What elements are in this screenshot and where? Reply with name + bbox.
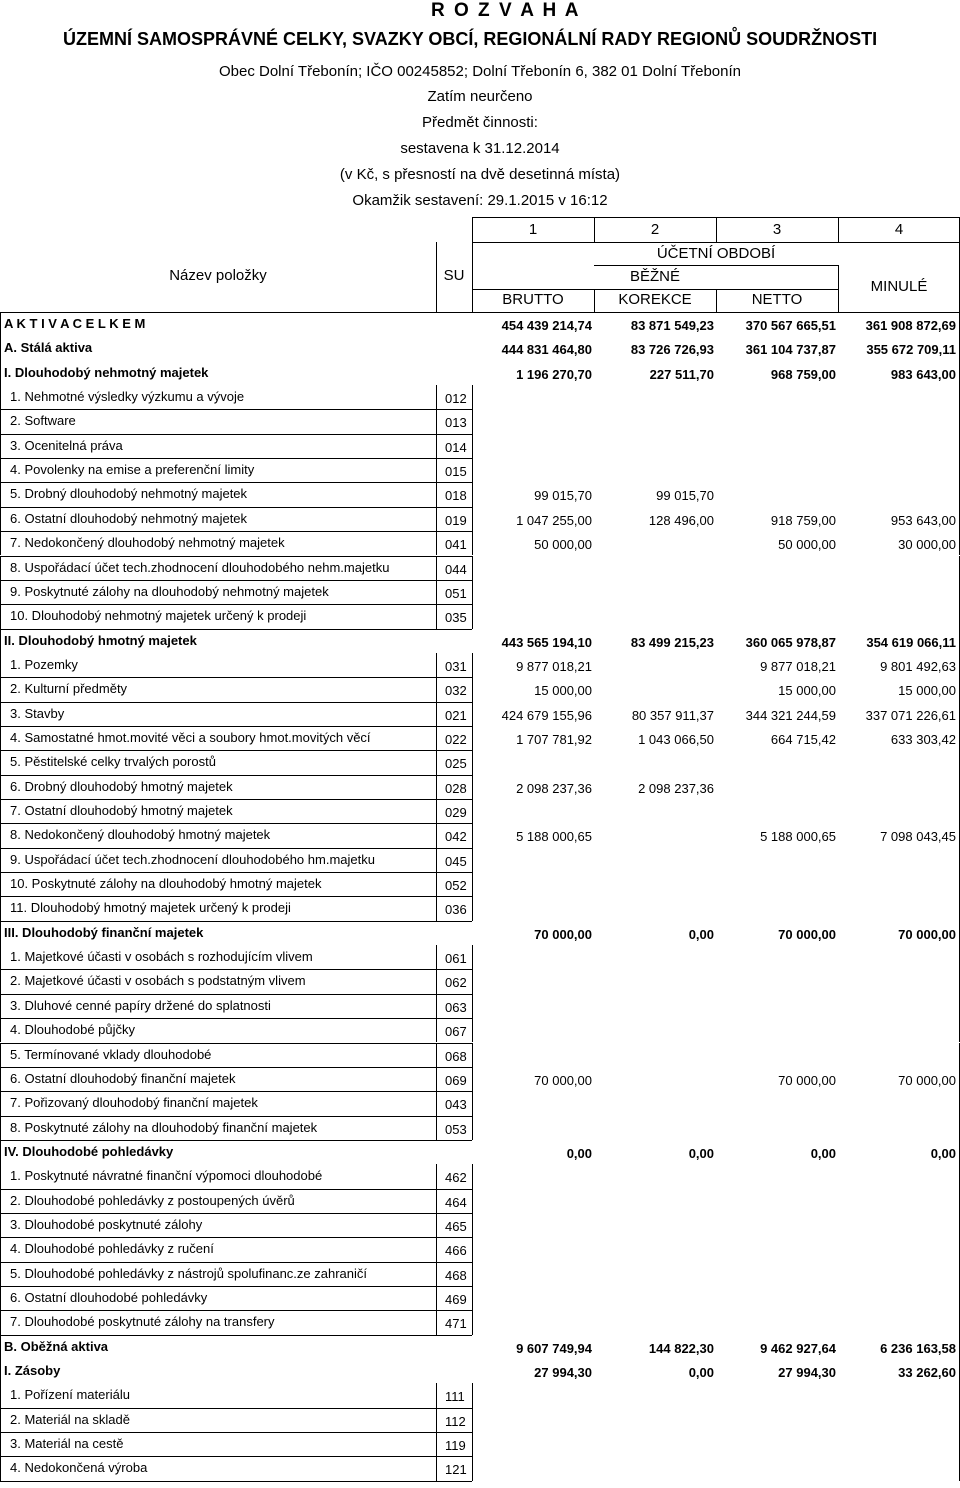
row-label: 5. Termínované vklady dlouhodobé <box>10 1046 212 1062</box>
row-value-m: 355 672 709,11 <box>866 342 956 358</box>
col-number-3: 3 <box>772 221 782 238</box>
row-value-k: 0,00 <box>688 1145 714 1161</box>
row-label: 7. Dlouhodobé poskytnuté zálohy na transfery <box>10 1314 275 1330</box>
row-value-n: 344 321 244,59 <box>745 707 836 723</box>
activity-line: Předmět činnosti: <box>422 114 538 131</box>
row-value-k: 1 043 066,50 <box>638 731 714 747</box>
row-value-b: 443 565 194,10 <box>501 634 592 650</box>
row-value-b: 1 196 270,70 <box>516 366 592 382</box>
row-su-code: 466 <box>445 1243 467 1259</box>
row-label: 8. Poskytnuté zálohy na dlouhodobý finanční majetek <box>10 1119 318 1135</box>
row-su-code: 031 <box>445 658 467 674</box>
row-label: 1. Majetkové účasti v osobách s rozhodujícím vlivem <box>10 949 313 965</box>
row-value-n: 70 000,00 <box>778 1072 836 1088</box>
row-label: 1. Pořízení materiálu <box>10 1387 130 1403</box>
row-label: B. Oběžná aktiva <box>4 1338 109 1354</box>
row-su-code: 063 <box>445 999 467 1015</box>
row-su-code: 035 <box>445 610 467 626</box>
row-label: 6. Ostatní dlouhodobý finanční majetek <box>10 1070 236 1086</box>
row-value-b: 9 877 018,21 <box>516 658 592 674</box>
row-su-code: 067 <box>445 1024 467 1040</box>
row-value-m: 33 262,60 <box>898 1365 956 1381</box>
currency-note: (v Kč, s přesností na dvě desetinná místa) <box>339 166 621 183</box>
row-su-code: 043 <box>445 1097 467 1113</box>
row-label: 9. Poskytnuté zálohy na dlouhodobý nehmotný majetek <box>10 583 329 599</box>
balance-date: sestavena k 31.12.2014 <box>400 140 560 157</box>
korekce-heading: KOREKCE <box>618 291 692 308</box>
row-label: 6. Ostatní dlouhodobý nehmotný majetek <box>10 510 248 526</box>
row-label: 2. Majetkové účasti v osobách s podstatným vlivem <box>10 973 306 989</box>
row-value-m: 354 619 066,11 <box>866 634 956 650</box>
row-su-code: 471 <box>445 1316 467 1332</box>
su-heading: SU <box>443 267 465 284</box>
row-value-b: 99 015,70 <box>534 488 592 504</box>
row-su-code: 469 <box>445 1292 467 1307</box>
row-label: 9. Uspořádací účet tech.zhodnocení dlouhodobého hm.majetku <box>10 851 375 867</box>
row-su-code: 042 <box>445 829 467 845</box>
row-value-k: 0,00 <box>688 926 714 942</box>
row-value-b: 2 098 237,36 <box>516 780 592 796</box>
row-value-m: 0,00 <box>930 1145 956 1161</box>
row-su-code: 112 <box>445 1413 466 1429</box>
row-su-code: 062 <box>445 975 467 991</box>
row-label: 2. Materiál na skladě <box>10 1411 130 1427</box>
row-value-b: 424 679 155,96 <box>501 707 592 723</box>
row-su-code: 021 <box>445 707 467 723</box>
row-value-m: 633 303,42 <box>890 731 956 747</box>
row-value-k: 83 499 215,23 <box>630 634 714 650</box>
row-value-n: 27 994,30 <box>778 1365 836 1381</box>
brutto-heading: BRUTTO <box>502 291 564 308</box>
row-value-n: 918 759,00 <box>770 512 836 528</box>
row-su-code: 121 <box>445 1462 467 1478</box>
row-value-k: 0,00 <box>688 1365 714 1381</box>
row-label: III. Dlouhodobý finanční majetek <box>4 924 204 940</box>
row-label: 2. Software <box>10 413 76 429</box>
row-label: 1. Nehmotné výsledky výzkumu a vývoje <box>10 389 245 405</box>
document-title: R O Z V A H A <box>431 0 581 21</box>
row-value-b: 70 000,00 <box>534 926 592 942</box>
row-label: 4. Nedokončená výroba <box>10 1460 148 1476</box>
row-value-n: 15 000,00 <box>778 683 836 699</box>
row-su-code: 465 <box>445 1218 467 1234</box>
row-label: II. Dlouhodobý hmotný majetek <box>4 632 197 648</box>
compiled-at: Okamžik sestavení: 29.1.2015 v 16:12 <box>352 192 608 209</box>
row-su-code: 012 <box>445 391 467 407</box>
row-su-code: 053 <box>445 1121 467 1137</box>
row-label: 5. Pěstitelské celky trvalých porostů <box>10 754 216 770</box>
row-su-code: 069 <box>445 1072 467 1088</box>
organization-line: Obec Dolní Třebonín; IČO 00245852; Dolní Třebonín 6, 382 01 Dolní Třebonín <box>218 63 741 80</box>
row-label: 11. Dlouhodobý hmotný majetek určený k prodeji <box>10 900 291 916</box>
row-su-code: 014 <box>445 439 467 455</box>
col-number-4: 4 <box>894 221 904 238</box>
row-label: 5. Dlouhodobé pohledávky z nástrojů spolufinanc.ze zahraničí <box>10 1265 368 1281</box>
current-period-heading: BĚŽNÉ <box>629 268 680 285</box>
row-value-m: 9 801 492,63 <box>880 658 956 674</box>
row-label: 3. Ocenitelná práva <box>10 437 123 453</box>
row-su-code: 051 <box>445 585 467 601</box>
row-label: 7. Nedokončený dlouhodobý nehmotný majetek <box>10 535 285 551</box>
row-value-b: 1 047 255,00 <box>516 512 592 528</box>
row-value-m: 7 098 043,45 <box>880 829 956 845</box>
document-subtitle: ÚZEMNÍ SAMOSPRÁVNÉ CELKY, SVAZKY OBCÍ, REGIONÁLNÍ RADY REGIONŮ SOUDRŽNOSTI <box>63 29 878 49</box>
row-value-b: 70 000,00 <box>534 1072 592 1088</box>
row-su-code: 013 <box>445 415 467 431</box>
row-value-n: 70 000,00 <box>778 926 836 942</box>
row-label: 3. Dlouhodobé poskytnuté zálohy <box>10 1216 203 1232</box>
row-value-k: 83 726 726,93 <box>630 342 714 358</box>
row-value-n: 9 877 018,21 <box>760 658 836 674</box>
item-name-heading: Název položky <box>169 267 267 284</box>
row-su-code: 018 <box>445 488 467 504</box>
row-label: 1. Pozemky <box>10 656 78 672</box>
row-value-m: 6 236 163,58 <box>880 1340 956 1356</box>
row-label: 6. Drobný dlouhodobý hmotný majetek <box>10 778 233 794</box>
row-su-code: 052 <box>445 878 467 894</box>
row-su-code: 111 <box>445 1389 465 1405</box>
row-su-code: 061 <box>445 951 467 967</box>
row-su-code: 045 <box>445 853 467 869</box>
row-value-m: 361 908 872,69 <box>865 318 956 333</box>
row-label: 6. Ostatní dlouhodobé pohledávky <box>10 1290 208 1305</box>
row-value-b: 444 831 464,80 <box>501 342 592 358</box>
row-value-b: 15 000,00 <box>534 683 592 699</box>
row-su-code: 022 <box>445 731 467 747</box>
row-value-m: 953 643,00 <box>890 512 956 528</box>
row-su-code: 032 <box>445 683 467 699</box>
row-label: 7. Ostatní dlouhodobý hmotný majetek <box>10 803 233 818</box>
row-su-code: 041 <box>445 537 467 553</box>
row-value-b: 5 188 000,65 <box>516 829 592 845</box>
row-value-n: 360 065 978,87 <box>745 634 836 650</box>
row-label: 7. Pořizovaný dlouhodobý finanční majetek <box>10 1095 258 1111</box>
row-label: 2. Kulturní předměty <box>10 681 128 697</box>
row-value-k: 99 015,70 <box>656 488 714 504</box>
organization-form: Zatím neurčeno <box>427 88 533 105</box>
row-label: 4. Povolenky na emise a preferenční limity <box>10 462 255 478</box>
row-value-n: 370 567 665,51 <box>745 318 836 333</box>
row-value-n: 968 759,00 <box>770 366 836 382</box>
row-su-code: 028 <box>445 780 467 796</box>
row-label: 4. Dlouhodobé půjčky <box>10 1022 136 1038</box>
row-value-n: 0,00 <box>810 1145 836 1161</box>
row-su-code: 044 <box>445 561 467 577</box>
row-label: 2. Dlouhodobé pohledávky z postoupených úvěrů <box>10 1192 295 1208</box>
previous-period-heading: MINULÉ <box>870 278 928 295</box>
row-value-k: 227 511,70 <box>649 366 714 382</box>
row-value-k: 144 822,30 <box>648 1340 714 1356</box>
row-value-n: 5 188 000,65 <box>760 829 836 845</box>
row-label: 1. Poskytnuté návratné finanční výpomoci dlouhodobé <box>10 1168 323 1184</box>
row-label: IV. Dlouhodobé pohledávky <box>4 1143 174 1159</box>
row-value-m: 70 000,00 <box>898 926 956 942</box>
row-value-b: 27 994,30 <box>534 1365 592 1381</box>
col-number-1: 1 <box>528 221 538 238</box>
row-value-n: 664 715,42 <box>770 731 836 747</box>
col-number-2: 2 <box>650 221 660 238</box>
row-label: I. Dlouhodobý nehmotný majetek <box>4 364 209 380</box>
row-value-b: 0,00 <box>566 1145 592 1161</box>
row-su-code: 015 <box>445 464 467 480</box>
row-label: 3. Stavby <box>10 705 65 721</box>
row-value-n: 50 000,00 <box>778 537 836 553</box>
row-su-code: 119 <box>445 1438 466 1454</box>
row-label: 4. Samostatné hmot.movité věci a soubory hmot.movitých věcí <box>10 729 371 745</box>
row-value-k: 2 098 237,36 <box>638 780 714 796</box>
row-label: 8. Uspořádací účet tech.zhodnocení dlouhodobého nehm.majetku <box>10 559 390 575</box>
row-label: I. Zásoby <box>4 1363 61 1379</box>
row-label: 5. Drobný dlouhodobý nehmotný majetek <box>10 486 248 502</box>
row-value-m: 337 071 226,61 <box>865 707 956 723</box>
row-value-k: 80 357 911,37 <box>631 707 714 723</box>
row-label: 10. Poskytnuté zálohy na dlouhodobý hmotný majetek <box>10 876 322 892</box>
row-su-code: 462 <box>445 1170 467 1186</box>
row-value-b: 50 000,00 <box>534 537 592 553</box>
row-label: 4. Dlouhodobé pohledávky z ručení <box>10 1241 214 1257</box>
row-label: 10. Dlouhodobý nehmotný majetek určený k prodeji <box>10 608 307 624</box>
row-value-b: 9 607 749,94 <box>516 1340 592 1356</box>
row-value-n: 9 462 927,64 <box>760 1340 836 1356</box>
row-su-code: 036 <box>445 902 467 918</box>
row-label: 3. Dluhové cenné papíry držené do splatnosti <box>10 997 271 1013</box>
row-value-b: 454 439 214,74 <box>501 318 592 333</box>
row-su-code: 464 <box>445 1194 467 1210</box>
netto-heading: NETTO <box>751 291 803 308</box>
row-su-code: 468 <box>445 1267 467 1283</box>
row-su-code: 068 <box>445 1048 467 1064</box>
row-value-m: 983 643,00 <box>890 366 956 382</box>
row-value-m: 15 000,00 <box>898 683 956 699</box>
row-value-k: 83 871 549,23 <box>630 318 714 333</box>
row-label: A. Stálá aktiva <box>4 340 93 356</box>
row-su-code: 029 <box>445 805 467 820</box>
period-heading: ÚČETNÍ OBDOBÍ <box>656 245 776 262</box>
row-value-m: 70 000,00 <box>898 1072 956 1088</box>
row-label: 8. Nedokončený dlouhodobý hmotný majetek <box>10 827 271 843</box>
row-label: 3. Materiál na cestě <box>10 1436 124 1452</box>
row-value-k: 128 496,00 <box>648 512 714 528</box>
row-su-code: 025 <box>445 756 467 772</box>
row-value-b: 1 707 781,92 <box>516 731 592 747</box>
row-value-n: 361 104 737,87 <box>745 342 836 358</box>
row-su-code: 019 <box>445 512 467 528</box>
row-label: A K T I V A C E L K E M <box>4 316 146 331</box>
row-value-m: 30 000,00 <box>898 537 956 553</box>
